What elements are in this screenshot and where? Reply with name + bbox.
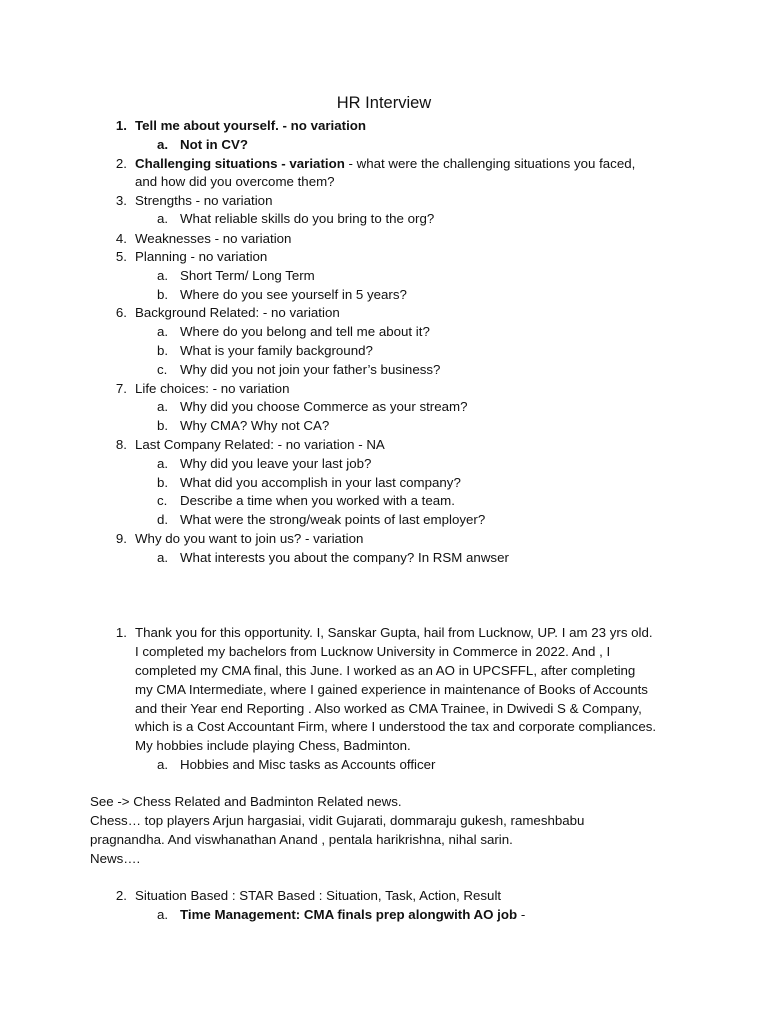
question-rest-part: - what were the challenging situations you faced, xyxy=(344,156,636,171)
sub-answer-rest: - xyxy=(517,907,526,922)
sub-letter: a. xyxy=(157,456,169,471)
sub-letter: a. xyxy=(157,268,169,283)
list-number: 8. xyxy=(115,437,127,452)
sub-answer-text xyxy=(180,906,525,924)
sub-question-text: What is your family background? xyxy=(180,343,373,358)
answer-line: My hobbies include playing Chess, Badminton. xyxy=(135,738,411,753)
sub-question-text: What interests you about the company? In RSM anwser xyxy=(180,550,509,565)
sub-question-text: What reliable skills do you bring to the org? xyxy=(180,211,435,226)
note-line: See -> Chess Related and Badminton Related news. xyxy=(90,794,402,809)
answer-line: I completed my bachelors from Lucknow University in Commerce in 2022. And , I xyxy=(135,644,611,659)
answer-line: which is a Cost Accountant Firm, where I understood the tax and corporate compliances. xyxy=(135,719,657,734)
question-text: Last Company Related: - no variation - NA xyxy=(135,437,385,452)
sub-letter: b. xyxy=(157,287,169,302)
list-number: 1. xyxy=(115,625,127,640)
question-text: Weaknesses - no variation xyxy=(135,231,292,246)
sub-question-text: Why did you not join your father’s business? xyxy=(180,362,441,377)
note-line: pragnandha. And viswhanathan Anand , pentala harikrishna, nihal sarin. xyxy=(90,832,513,847)
list-number: 2. xyxy=(115,156,127,171)
answer-line: my CMA Intermediate, where I gained experience in maintenance of Books of Accounts xyxy=(135,682,648,697)
sub-question-text: Why did you leave your last job? xyxy=(180,456,372,471)
question-text: Why do you want to join us? - variation xyxy=(135,531,364,546)
list-number: 6. xyxy=(115,305,127,320)
sub-letter: a. xyxy=(157,550,169,565)
question-continuation: and how did you overcome them? xyxy=(135,174,335,189)
question-text xyxy=(135,155,635,173)
sub-letter: c. xyxy=(157,362,168,377)
question-bold-part: Challenging situations - variation xyxy=(135,156,345,171)
list-number: 7. xyxy=(115,381,127,396)
sub-letter: a. xyxy=(157,211,169,226)
answer-line: Situation Based : STAR Based : Situation, Task, Action, Result xyxy=(135,888,502,903)
answer-line: Thank you for this opportunity. I, Sanskar Gupta, hail from Lucknow, UP. I am 23 yrs old. xyxy=(135,625,653,640)
sub-question-text: What did you accomplish in your last company? xyxy=(180,475,461,490)
sub-letter: a. xyxy=(157,137,169,152)
sub-letter: b. xyxy=(157,343,169,358)
list-number: 9. xyxy=(115,531,127,546)
sub-answer-text: Hobbies and Misc tasks as Accounts officer xyxy=(180,757,436,772)
sub-letter: a. xyxy=(157,757,169,772)
question-text: Strengths - no variation xyxy=(135,193,273,208)
question-text: Background Related: - no variation xyxy=(135,305,340,320)
list-number: 2. xyxy=(115,888,127,903)
sub-question-text: Describe a time when you worked with a team. xyxy=(180,493,455,508)
sub-letter: c. xyxy=(157,493,168,508)
sub-question-text: Why CMA? Why not CA? xyxy=(180,418,330,433)
sub-question-text: Why did you choose Commerce as your stream? xyxy=(180,399,468,414)
sub-letter: a. xyxy=(157,399,169,414)
sub-answer-bold: Time Management: CMA finals prep alongwith AO job xyxy=(180,907,518,922)
question-text: Tell me about yourself. - no variation xyxy=(135,118,367,133)
answer-line: and their Year end Reporting . Also worked as CMA Trainee, in Dwivedi S & Company, xyxy=(135,701,642,716)
list-number: 4. xyxy=(115,231,127,246)
sub-question-text: What were the strong/weak points of last employer? xyxy=(180,512,486,527)
sub-question-text: Where do you see yourself in 5 years? xyxy=(180,287,407,302)
sub-letter: d. xyxy=(157,512,169,527)
note-line: Chess… top players Arjun hargasiai, vidit Gujarati, dommaraju gukesh, rameshbabu xyxy=(90,813,585,828)
sub-question-text: Where do you belong and tell me about it? xyxy=(180,324,430,339)
sub-letter: a. xyxy=(157,324,169,339)
list-number: 5. xyxy=(115,249,127,264)
sub-letter: b. xyxy=(157,418,169,433)
sub-question-text: Not in CV? xyxy=(180,137,248,152)
question-text: Life choices: - no variation xyxy=(135,381,290,396)
note-line: News…. xyxy=(90,851,141,866)
list-number: 3. xyxy=(115,193,127,208)
answer-line: completed my CMA final, this June. I worked as an AO in UPCSFFL, after completing xyxy=(135,663,636,678)
question-text: Planning - no variation xyxy=(135,249,268,264)
list-number: 1. xyxy=(115,118,127,133)
sub-letter: a. xyxy=(157,907,169,922)
sub-question-text: Short Term/ Long Term xyxy=(180,268,315,283)
document-title: HR Interview xyxy=(336,94,432,112)
sub-letter: b. xyxy=(157,475,169,490)
